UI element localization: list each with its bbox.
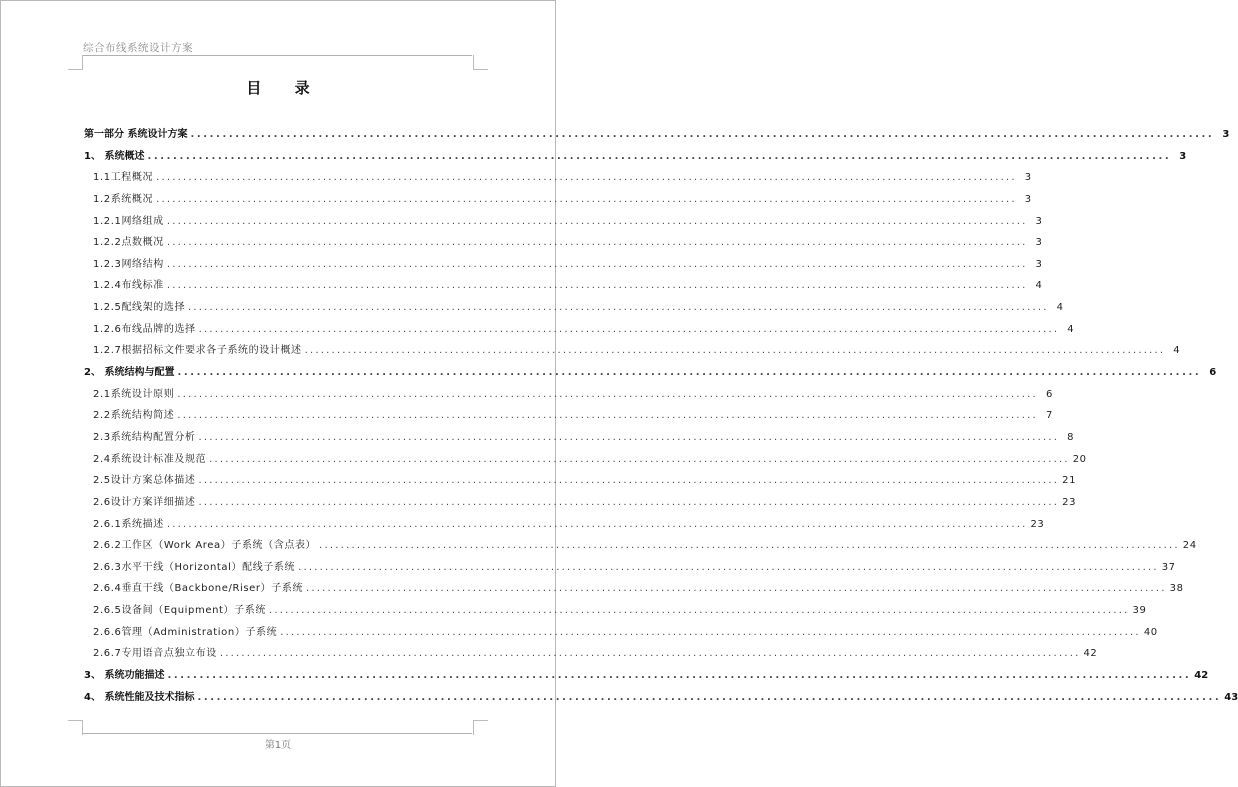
toc-entry-label: 1.2.3网络结构 — [93, 258, 164, 270]
toc-entry-page: 21 — [1062, 475, 1077, 487]
toc-entry-label: 2.3系统结构配置分析 — [93, 431, 196, 443]
toc-leader-dots: ................................................................................................................................................................ — [268, 605, 1130, 617]
toc-leader-dots: ................................................................................................................................................................ — [198, 431, 1060, 443]
margin-mark-bottom-left — [68, 720, 83, 735]
toc-entry-label: 2.2系统结构简述 — [93, 410, 175, 422]
toc-entry-label: 1.2.7根据招标文件要求各子系统的设计概述 — [93, 345, 302, 357]
toc-entry-page: 42 — [1083, 648, 1098, 660]
toc-entry-label: 1.1工程概况 — [93, 172, 154, 184]
toc-leader-dots: ................................................................................................................................................................ — [166, 237, 1028, 249]
margin-mark-top-right — [473, 55, 488, 70]
toc-leader-dots: ................................................................................................................................................................ — [188, 302, 1049, 314]
toc-entry[interactable] — [84, 167, 1032, 189]
toc-entry-label: 2.5设计方案总体描述 — [93, 475, 196, 487]
toc-entry-page: 3 — [1035, 258, 1043, 270]
toc-entry-label: 1.2.2点数概况 — [93, 237, 164, 249]
toc-entry[interactable] — [84, 405, 1053, 427]
toc-entry-label: 1.2.1网络组成 — [93, 215, 164, 227]
toc-entry[interactable] — [84, 600, 1147, 622]
toc-entry-page: 23 — [1062, 496, 1077, 508]
toc-leader-dots: ................................................................................................................................................................ — [156, 172, 1017, 184]
toc-leader-dots: ................................................................................................................................................................ — [306, 583, 1167, 595]
toc-entry-page: 3 — [1024, 172, 1032, 184]
toc-entry[interactable] — [84, 319, 1075, 341]
toc-entry-page: 3 — [1024, 193, 1032, 205]
toc-leader-dots: ................................................................................................................................................................ — [166, 518, 1028, 530]
toc-entry[interactable] — [84, 362, 1217, 384]
toc-leader-dots: ................................................................................................................................................................ — [219, 648, 1081, 660]
toc-entry-label: 4、 系统性能及技术指标 — [84, 691, 195, 703]
table-of-contents — [84, 124, 1238, 708]
toc-entry-label: 2.6.7专用语音点独立布设 — [93, 648, 217, 660]
toc-leader-dots: ................................................................................................................................................................ — [280, 626, 1141, 638]
toc-entry[interactable] — [84, 254, 1043, 276]
toc-entry[interactable] — [84, 449, 1087, 471]
margin-mark-bottom-right — [473, 720, 488, 735]
toc-entry-label: 2.6.6管理（Administration）子系统 — [93, 626, 278, 638]
toc-leader-dots: ................................................................................................................................................................ — [197, 691, 1222, 703]
toc-entry-page: 3 — [1035, 215, 1043, 227]
toc-entry[interactable] — [84, 232, 1043, 254]
toc-entry[interactable] — [84, 189, 1032, 211]
toc-entry-page: 6 — [1045, 388, 1053, 400]
toc-entry-page: 23 — [1030, 518, 1045, 530]
toc-entry-label: 2.1系统设计原则 — [93, 388, 175, 400]
header-rule — [83, 55, 472, 56]
toc-leader-dots: ................................................................................................................................................................ — [177, 410, 1038, 422]
toc-entry-page: 43 — [1224, 691, 1238, 703]
toc-entry[interactable] — [84, 146, 1187, 168]
toc-entry-page: 3 — [1222, 129, 1230, 140]
toc-entry[interactable] — [84, 687, 1238, 709]
toc-entry-label: 1.2系统概况 — [93, 193, 154, 205]
toc-entry-page: 40 — [1143, 626, 1158, 638]
toc-leader-dots: ................................................................................................................................................................ — [304, 345, 1166, 357]
toc-entry-page: 3 — [1179, 150, 1187, 162]
toc-entry-label: 1、 系统概述 — [84, 150, 145, 162]
toc-entry-label: 3、 系统功能描述 — [84, 670, 165, 682]
toc-leader-dots: ................................................................................................................................................................ — [198, 496, 1060, 508]
toc-entry-page: 8 — [1067, 431, 1075, 443]
toc-entry-page: 4 — [1056, 302, 1064, 314]
toc-entry-label: 2.6.5设备间（Equipment）子系统 — [93, 605, 266, 617]
toc-entry-label: 2.6.1系统描述 — [93, 518, 164, 530]
toc-leader-dots: ................................................................................................................................................................ — [166, 215, 1028, 227]
toc-leader-dots: ................................................................................................................................................................ — [177, 388, 1038, 400]
toc-entry-label: 第一部分 系统设计方案 — [84, 129, 188, 140]
toc-leader-dots: ................................................................................................................................................................ — [319, 540, 1180, 552]
toc-entry-page: 4 — [1173, 345, 1181, 357]
toc-entry-label: 2.6设计方案详细描述 — [93, 496, 196, 508]
toc-entry[interactable] — [84, 578, 1184, 600]
toc-leader-dots: ................................................................................................................................................................ — [156, 193, 1017, 205]
toc-entry[interactable] — [84, 514, 1045, 536]
toc-leader-dots: ................................................................................................................................................................ — [298, 561, 1159, 573]
margin-mark-top-left — [68, 55, 83, 70]
page-number: 第1页 — [264, 740, 292, 751]
toc-entry-label: 2.6.4垂直干线（Backbone/Riser）子系统 — [93, 583, 304, 595]
toc-leader-dots: ................................................................................................................................................................ — [167, 670, 1192, 682]
toc-entry[interactable] — [84, 492, 1077, 514]
toc-entry-label: 1.2.5配线架的选择 — [93, 302, 186, 314]
toc-entry-page: 37 — [1161, 561, 1176, 573]
toc-entry[interactable] — [84, 470, 1077, 492]
toc-entry-page: 38 — [1169, 583, 1184, 595]
toc-entry-page: 20 — [1072, 453, 1087, 465]
toc-entry[interactable] — [84, 340, 1181, 362]
toc-leader-dots: ................................................................................................................................................................ — [198, 475, 1060, 487]
toc-entry-page: 4 — [1035, 280, 1043, 292]
toc-entry-label: 2、 系统结构与配置 — [84, 367, 175, 379]
toc-entry[interactable] — [84, 211, 1043, 233]
toc-entry-page: 42 — [1194, 670, 1209, 682]
toc-leader-dots: ................................................................................................................................................................ — [190, 129, 1215, 140]
toc-entry[interactable] — [84, 275, 1043, 297]
toc-entry-label: 1.2.6布线品牌的选择 — [93, 323, 196, 335]
toc-entry-label: 2.4系统设计标准及规范 — [93, 453, 207, 465]
toc-entry-label: 1.2.4布线标准 — [93, 280, 164, 292]
toc-entry-page: 4 — [1067, 323, 1075, 335]
toc-entry[interactable] — [84, 124, 1230, 146]
toc-leader-dots: ................................................................................................................................................................ — [209, 453, 1070, 465]
toc-entry-page: 7 — [1045, 410, 1053, 422]
toc-entry[interactable] — [84, 643, 1098, 665]
toc-leader-dots: ................................................................................................................................................................ — [147, 150, 1172, 162]
toc-leader-dots: ................................................................................................................................................................ — [198, 323, 1060, 335]
toc-entry[interactable] — [84, 535, 1197, 557]
toc-entry-label: 2.6.2工作区（Work Area）子系统（含点表） — [93, 540, 317, 552]
footer-rule — [83, 733, 472, 734]
toc-entry[interactable] — [84, 297, 1064, 319]
toc-leader-dots: ................................................................................................................................................................ — [166, 258, 1028, 270]
toc-entry[interactable] — [84, 622, 1158, 644]
toc-entry-page: 24 — [1182, 540, 1197, 552]
toc-entry-page: 3 — [1035, 237, 1043, 249]
toc-entry[interactable] — [84, 384, 1053, 406]
toc-entry-page: 6 — [1209, 367, 1217, 379]
toc-entry[interactable] — [84, 427, 1075, 449]
toc-title: 目 录 — [246, 79, 324, 97]
toc-entry-label: 2.6.3水平干线（Horizontal）配线子系统 — [93, 561, 296, 573]
toc-entry[interactable] — [84, 557, 1176, 579]
toc-entry-page: 39 — [1132, 605, 1147, 617]
toc-leader-dots: ................................................................................................................................................................ — [166, 280, 1028, 292]
toc-entry[interactable] — [84, 665, 1209, 687]
running-header: 综合布线系统设计方案 — [83, 42, 193, 54]
toc-leader-dots: ................................................................................................................................................................ — [177, 367, 1202, 379]
